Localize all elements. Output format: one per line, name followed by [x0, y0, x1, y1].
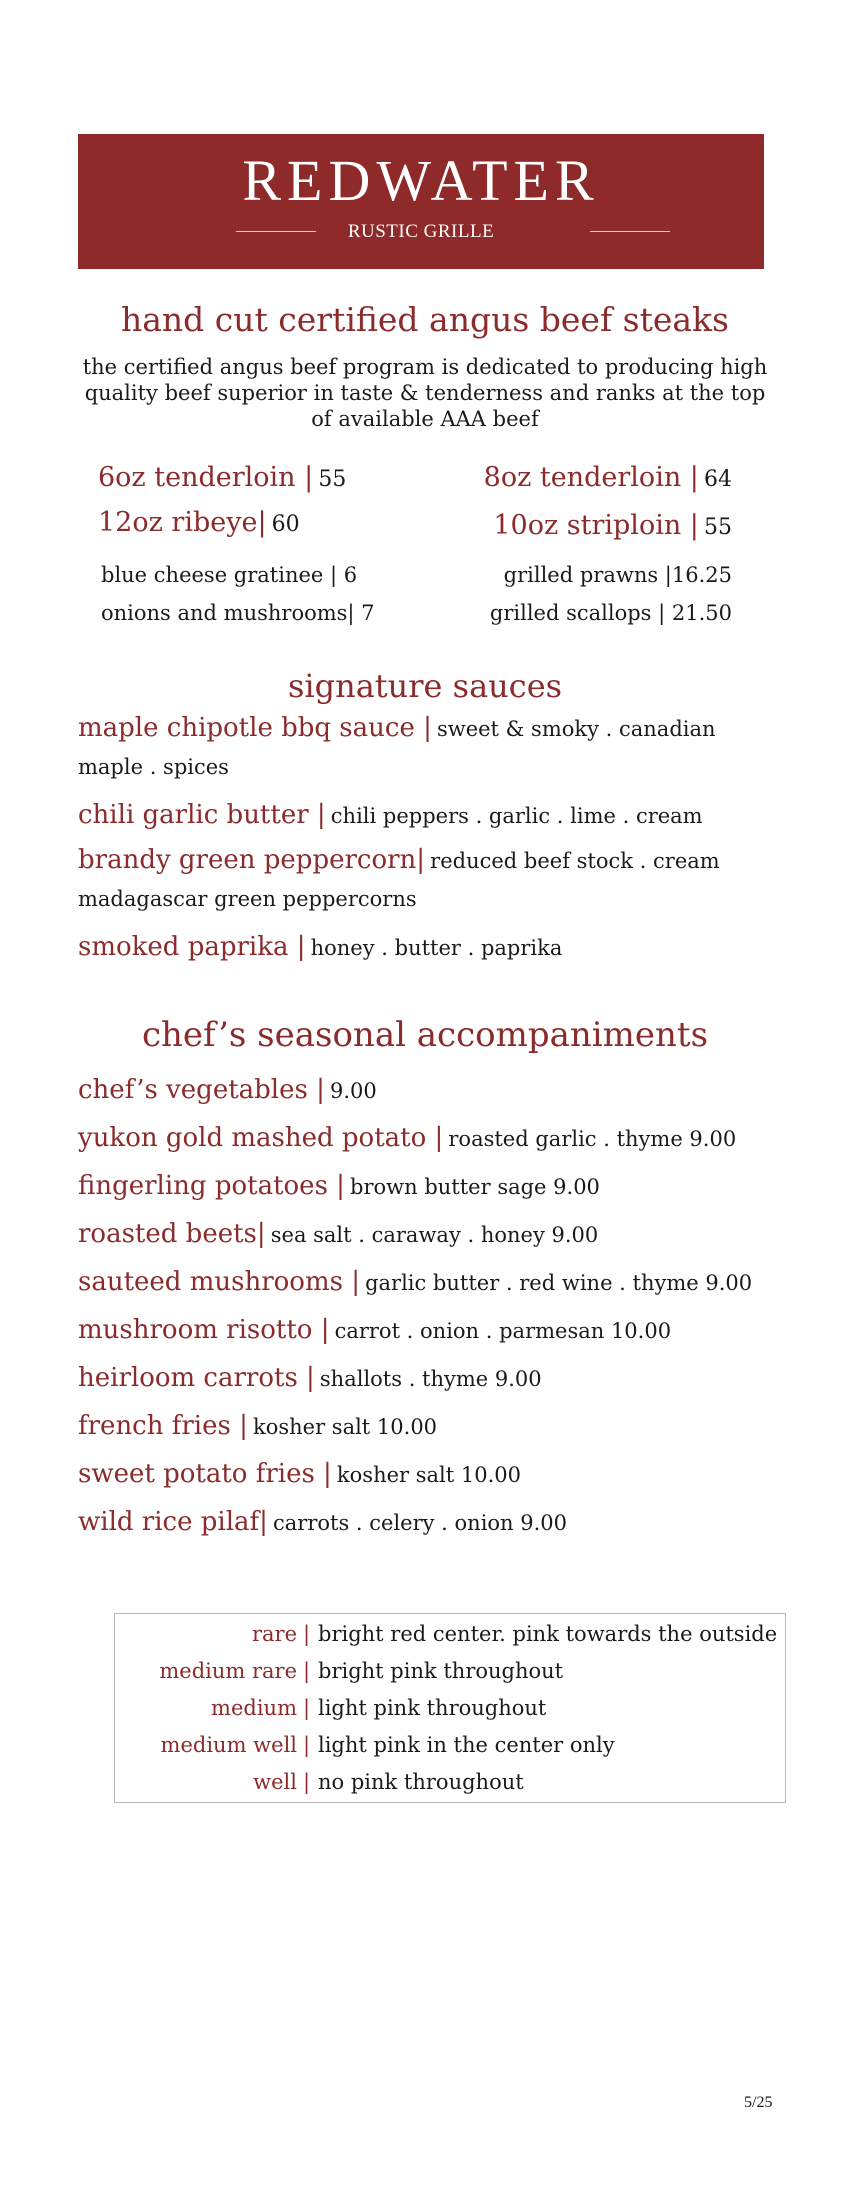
doneness-level: medium well [160, 1733, 297, 1757]
steak-price: 55 [318, 467, 347, 492]
accompaniment-desc: sea salt . caraway . honey 9.00 [270, 1223, 599, 1247]
steaks-intro: the certified angus beef program is dedicated to producing high quality beef superior in taste & tenderness and ranks at the top of available AAA beef [82, 355, 768, 431]
accompaniment-name: roasted beets| [78, 1219, 266, 1249]
doneness-desc: bright pink throughout [318, 1659, 564, 1683]
accompaniment-desc: shallots . thyme 9.00 [319, 1367, 542, 1391]
accompaniment-desc: carrots . celery . onion 9.00 [273, 1511, 568, 1535]
banner-rule-right [590, 231, 670, 232]
doneness-row [115, 1622, 787, 1658]
sauce-desc: chili peppers . garlic . lime . cream [330, 804, 703, 828]
accompaniment-desc: garlic butter . red wine . thyme 9.00 [365, 1271, 753, 1295]
accompaniment-name: yukon gold mashed potato | [78, 1123, 444, 1153]
accompaniment-desc: kosher salt 10.00 [336, 1463, 521, 1487]
doneness-separator: | [303, 1733, 311, 1757]
sauce-desc: sweet & smoky . canadian [436, 717, 716, 741]
steak-name: 8oz tenderloin | [483, 462, 699, 493]
accompaniment-item [78, 1459, 521, 1489]
sauce-desc: honey . butter . paprika [310, 936, 563, 960]
doneness-row [115, 1659, 787, 1695]
accompaniment-item [78, 1219, 598, 1249]
steak-item [98, 462, 346, 493]
accompaniment-item [78, 1411, 437, 1441]
doneness-desc: bright red center. pink towards the outside [318, 1622, 778, 1646]
accompaniment-item [78, 1507, 567, 1537]
sauce-desc-cont: maple . spices [78, 755, 229, 779]
doneness-level: medium [211, 1696, 297, 1720]
addon-item: blue cheese gratinee | 6 [101, 563, 358, 587]
sauce-desc-cont: madagascar green peppercorns [78, 887, 417, 911]
doneness-desc: light pink throughout [318, 1696, 547, 1720]
doneness-level: well [253, 1770, 297, 1794]
sauce-item [78, 800, 703, 830]
sauce-item [78, 932, 562, 962]
doneness-level: medium rare [159, 1659, 297, 1683]
accompaniment-name: sweet potato fries | [78, 1459, 332, 1489]
addon-item: grilled scallops | 21.50 [489, 601, 732, 625]
accompaniment-desc: brown butter sage 9.00 [350, 1175, 600, 1199]
doneness-desc: no pink throughout [318, 1770, 524, 1794]
steak-name: 10oz striploin | [493, 510, 699, 541]
sauce-name: smoked paprika | [78, 932, 306, 962]
accompaniment-item [78, 1267, 752, 1297]
accompaniment-desc: carrot . onion . parmesan 10.00 [334, 1319, 672, 1343]
brand-subtitle: RUSTIC GRILLE [347, 221, 495, 242]
brand-name: REDWATER [242, 148, 600, 213]
doneness-row [115, 1770, 787, 1806]
addon-item: onions and mushrooms| 7 [101, 601, 375, 625]
doneness-separator: | [303, 1622, 311, 1646]
steak-item [493, 510, 732, 541]
sauces-title: signature sauces [287, 667, 563, 705]
accompaniments-title: chef’s seasonal accompaniments [141, 1015, 709, 1055]
addon-item: grilled prawns |16.25 [503, 563, 732, 587]
steaks-title: hand cut certified angus beef steaks [121, 300, 729, 339]
steak-price: 60 [271, 512, 300, 537]
steak-name: 6oz tenderloin | [98, 462, 314, 493]
sauce-desc: reduced beef stock . cream [430, 849, 720, 873]
accompaniment-item [78, 1363, 542, 1393]
header-banner [78, 134, 764, 269]
steak-price: 64 [704, 467, 732, 492]
doneness-guide [114, 1613, 786, 1803]
sauce-item [78, 845, 720, 875]
accompaniment-name: fingerling potatoes | [78, 1171, 345, 1201]
accompaniment-item [78, 1315, 671, 1345]
sauce-item [78, 713, 716, 743]
doneness-separator: | [303, 1659, 311, 1683]
accompaniment-desc: roasted garlic . thyme 9.00 [448, 1127, 737, 1151]
sauce-name: brandy green peppercorn| [78, 845, 426, 875]
steak-item [484, 462, 732, 493]
doneness-row [115, 1733, 787, 1769]
accompaniment-item [78, 1171, 600, 1201]
doneness-separator: | [303, 1696, 311, 1720]
sauce-name: chili garlic butter | [78, 800, 326, 830]
accompaniment-item [78, 1075, 377, 1105]
accompaniment-name: heirloom carrots | [78, 1363, 315, 1393]
accompaniment-name: mushroom risotto | [78, 1315, 330, 1345]
accompaniment-name: sauteed mushrooms | [78, 1267, 360, 1297]
doneness-row [115, 1696, 787, 1732]
steak-item [98, 507, 300, 538]
accompaniment-desc: 9.00 [329, 1079, 377, 1103]
page-number: 5/25 [744, 2094, 773, 2111]
sauce-name: maple chipotle bbq sauce | [78, 713, 432, 743]
steak-price: 55 [704, 515, 732, 540]
doneness-desc: light pink in the center only [318, 1733, 615, 1757]
steak-name: 12oz ribeye| [98, 507, 267, 538]
accompaniment-name: wild rice pilaf| [78, 1507, 268, 1537]
accompaniment-name: french fries | [78, 1411, 248, 1441]
accompaniment-desc: kosher salt 10.00 [252, 1415, 438, 1439]
accompaniment-name: chef’s vegetables | [78, 1075, 325, 1105]
accompaniment-item [78, 1123, 736, 1153]
doneness-separator: | [303, 1770, 311, 1794]
doneness-level: rare [251, 1622, 297, 1646]
